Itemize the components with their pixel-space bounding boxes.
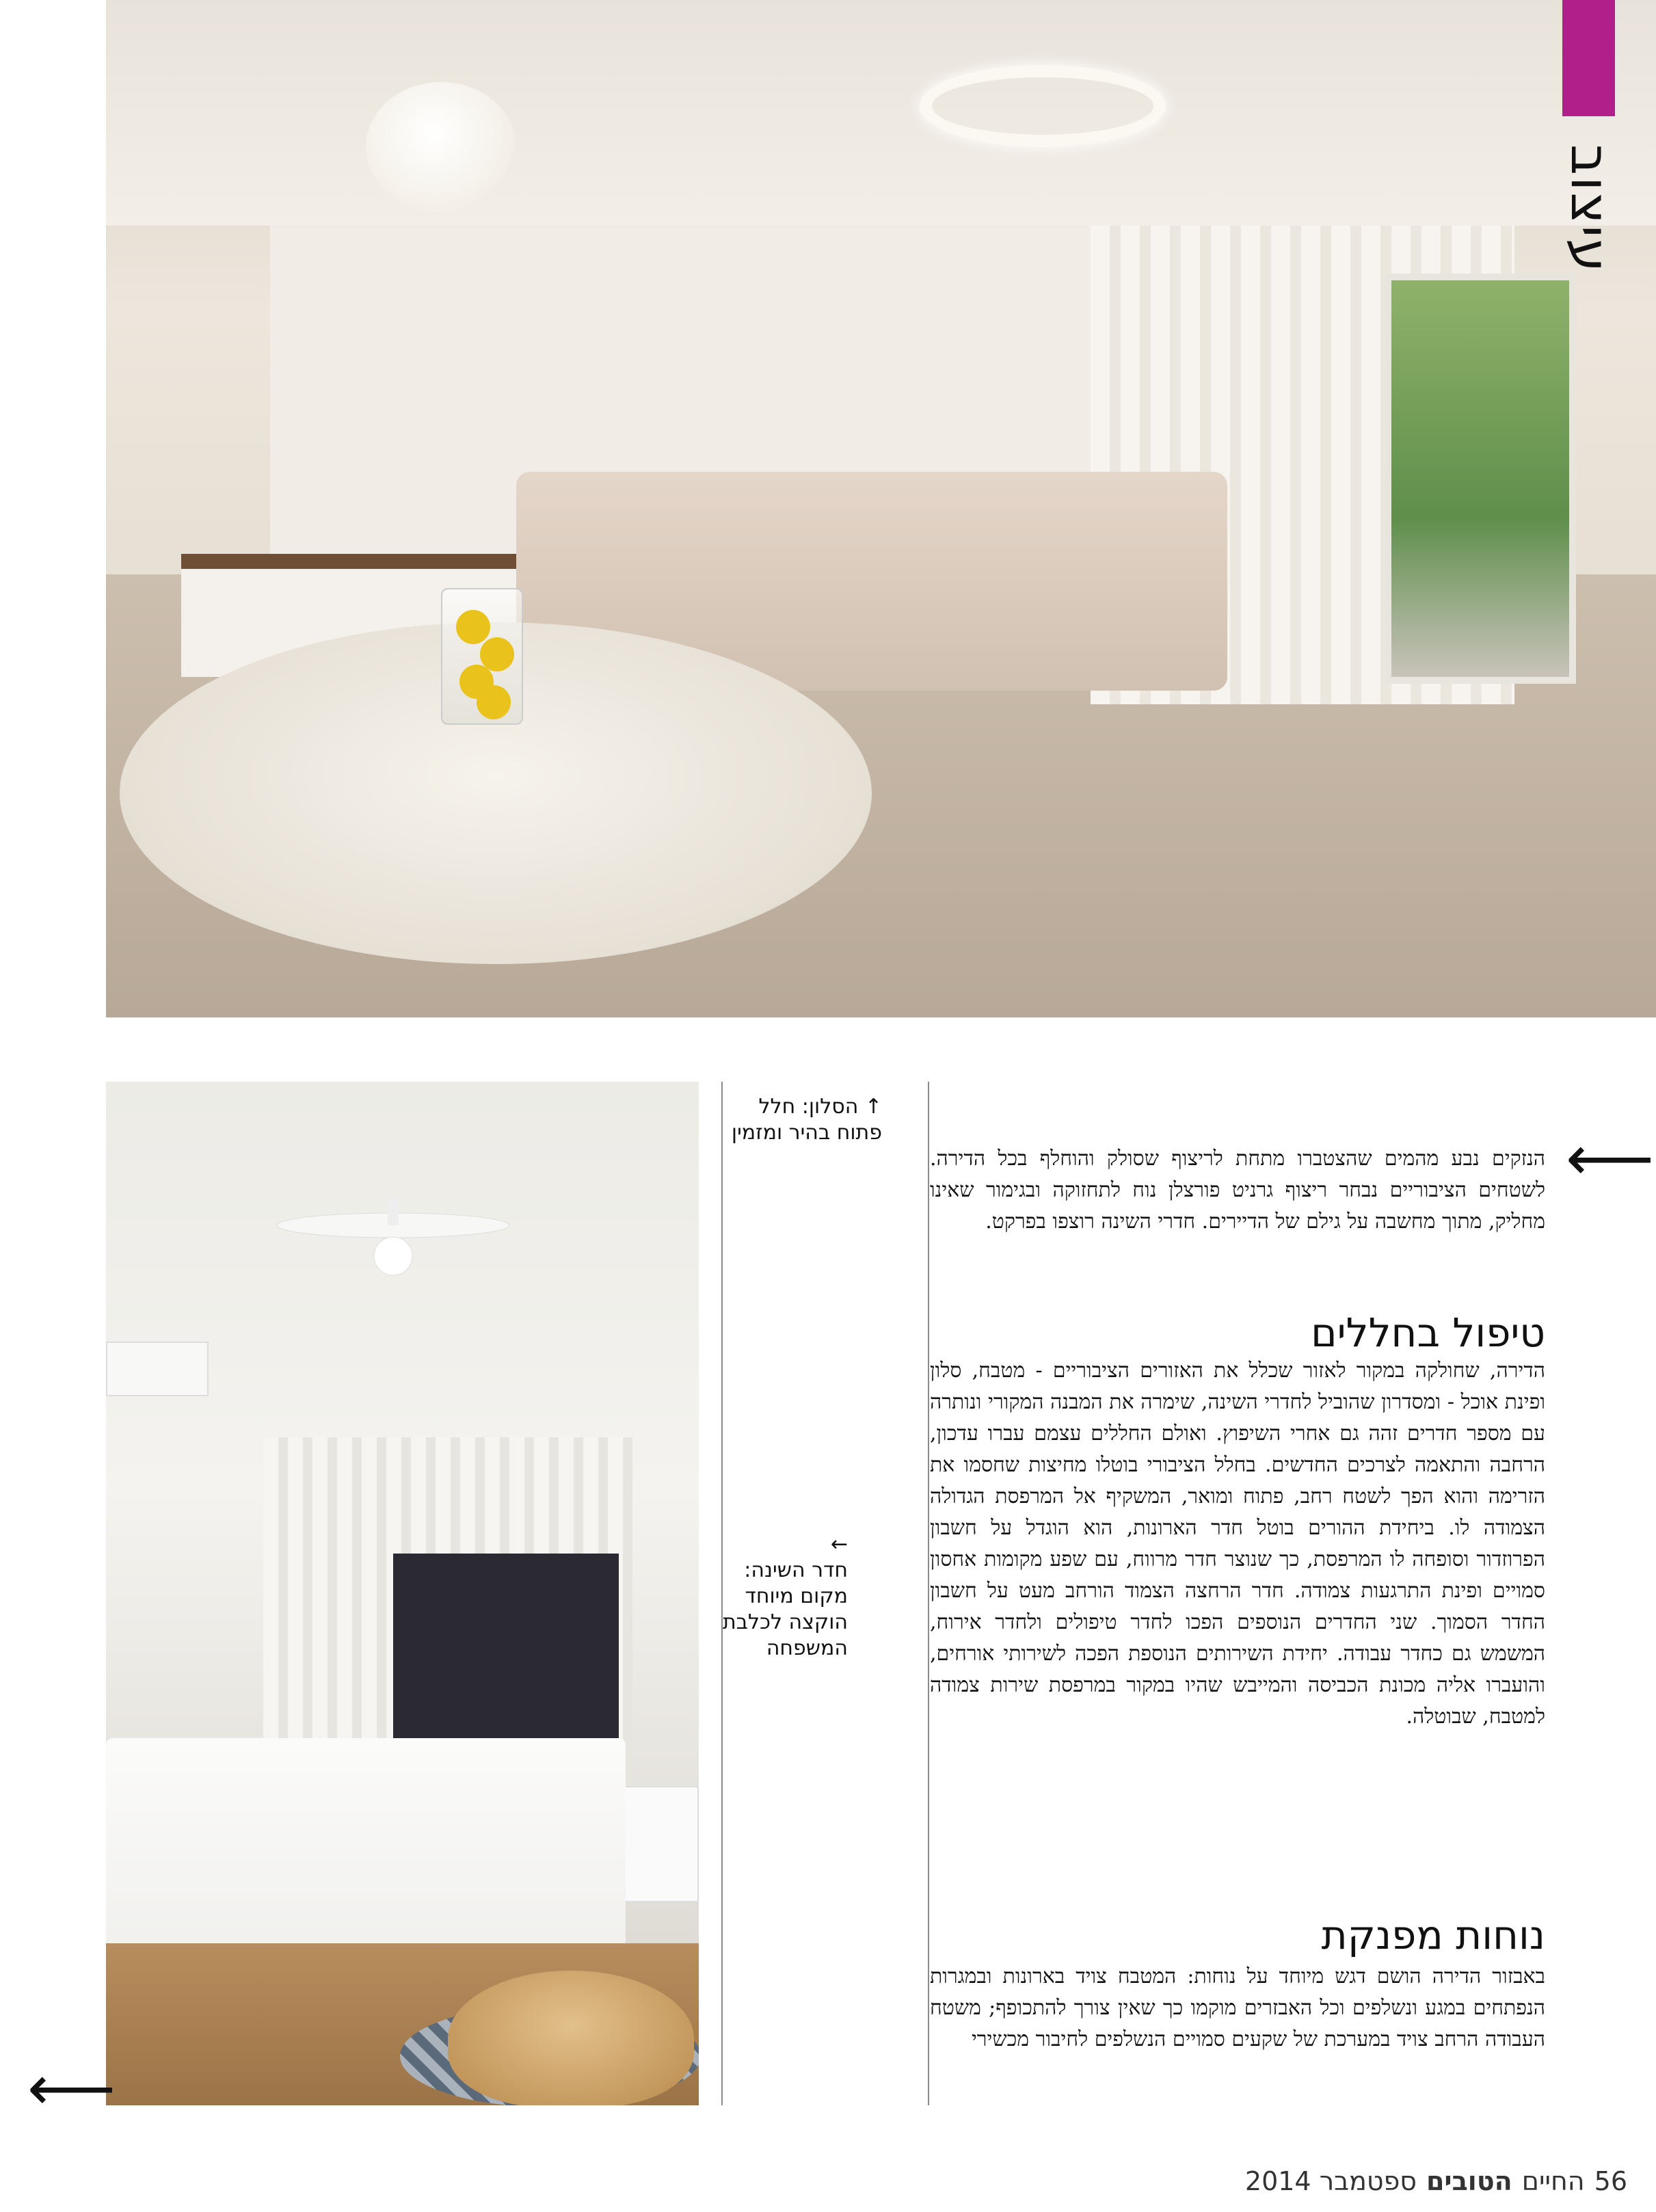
article-paragraph-1 [930, 1143, 1545, 1238]
bedroom-photo [106, 1082, 699, 2105]
living-room-photo [106, 0, 1656, 1017]
balcony-window [1385, 274, 1576, 684]
pendant-lamp [366, 82, 516, 212]
ceiling-light-ring [920, 65, 1166, 147]
paragraph-text: הנזקים נבע מהמים שהצטברו מתחת לריצוף שסולק והוחלף בכל הדירה. לשטחים הציבוריים נבחר ריצוף גרניט פורצלן נוח לתחזוקה ובגימור שאינו מחליק, מתוך מחשבה על גילם של הדיירים. חדרי השינה רוצפו בפרקט. [930, 1147, 1545, 1234]
section-tag-bar [1562, 0, 1615, 116]
section-tag: עיצוב [1559, 144, 1620, 274]
article-paragraph-2 [930, 1355, 1545, 1733]
next-page-arrow-icon: ⟵ [27, 2053, 116, 2124]
magazine-name-b: הטובים [1426, 2166, 1512, 2196]
caption-bedroom [711, 1532, 848, 1662]
caption-living-room [711, 1094, 882, 1146]
lemon-vase [441, 588, 523, 725]
caption-arrow-up-icon: ↑ [864, 1095, 882, 1119]
magazine-name-a: החיים [1521, 2166, 1585, 2196]
ceiling [106, 0, 1656, 226]
column-divider [928, 1082, 929, 2105]
continue-arrow-icon: ⟵ [1566, 1123, 1655, 1195]
air-conditioner [106, 1342, 209, 1396]
caption-arrow-left-icon: ← [830, 1532, 848, 1556]
caption-bedroom-text: חדר השינה: מקום מיוחד הוקצה לכלבת המשפחה [722, 1558, 848, 1660]
article-paragraph-3 [930, 1961, 1545, 2055]
issue-date: ספטמבר 2014 [1244, 2166, 1417, 2196]
caption-living-room-text: הסלון: חלל פתוח בהיר ומזמין [731, 1095, 882, 1145]
ceiling-fan [270, 1198, 516, 1280]
subheading-spaces: טיפול בחללים [1311, 1309, 1545, 1356]
page-footer [1162, 2161, 1627, 2202]
paragraph-text: הדירה, שחולקה במקור לאזור שכלל את האזורים הציבוריים - מטבח, סלון ופינת אוכל - ומסדרון שהוביל לחדרי השינה, שימרה את המבנה המקורי ונותרה עם מספר חדרים זהה גם אחרי השיפוץ. ואולם החללים עצמם עברו עדכון, הרחבה והתאמה לצרכים החדשים. בחלל הציבורי בוטלו מחיצות שחסמו את הזרימה והוא הפך לשטח רחב, פתוח ומואר, המשקיף אל המרפסת הגדולה הצמודה לו. ביחידת ההורים בוטל חדר הארונות, הוא הוגדל על חשבון הפרוזדור וסופחה לו המרפסת, כך שנוצר חדר מרווח, עם שפע מקומות אחסון סמויים ופינת התרגעות צמודה. חדר הרחצה הצמוד הורחב מעט על חשבון החדר הסמוך. שני החדרים הנוספים הפכו לחדר טיפולים ולחדר אירוח, המשמש גם כחדר עבודה. יחידת השירותים הנוספת הפכה לשירותי אורחים, והועברו אליה מכונת הכביסה והמייבש שהיו במקור במרפסת שירות צמודה למטבח, שבוטלה. [930, 1359, 1545, 1729]
subheading-comfort: נוחות מפנקת [1321, 1912, 1545, 1958]
dog [448, 1971, 694, 2105]
paragraph-text: באבזור הדירה הושם דגש מיוחד על נוחות: המטבח צויד בארונות ובמגרות הנפתחים במגע ונשלפים וכל האבזרים מוקמו כך שאין צורך להתכופף; משטח העבודה הרחב צויד במערכת של שקעים סמויים הנשלפים לחיבור מכשירי [930, 1964, 1545, 2051]
page-number: 56 [1594, 2166, 1627, 2196]
